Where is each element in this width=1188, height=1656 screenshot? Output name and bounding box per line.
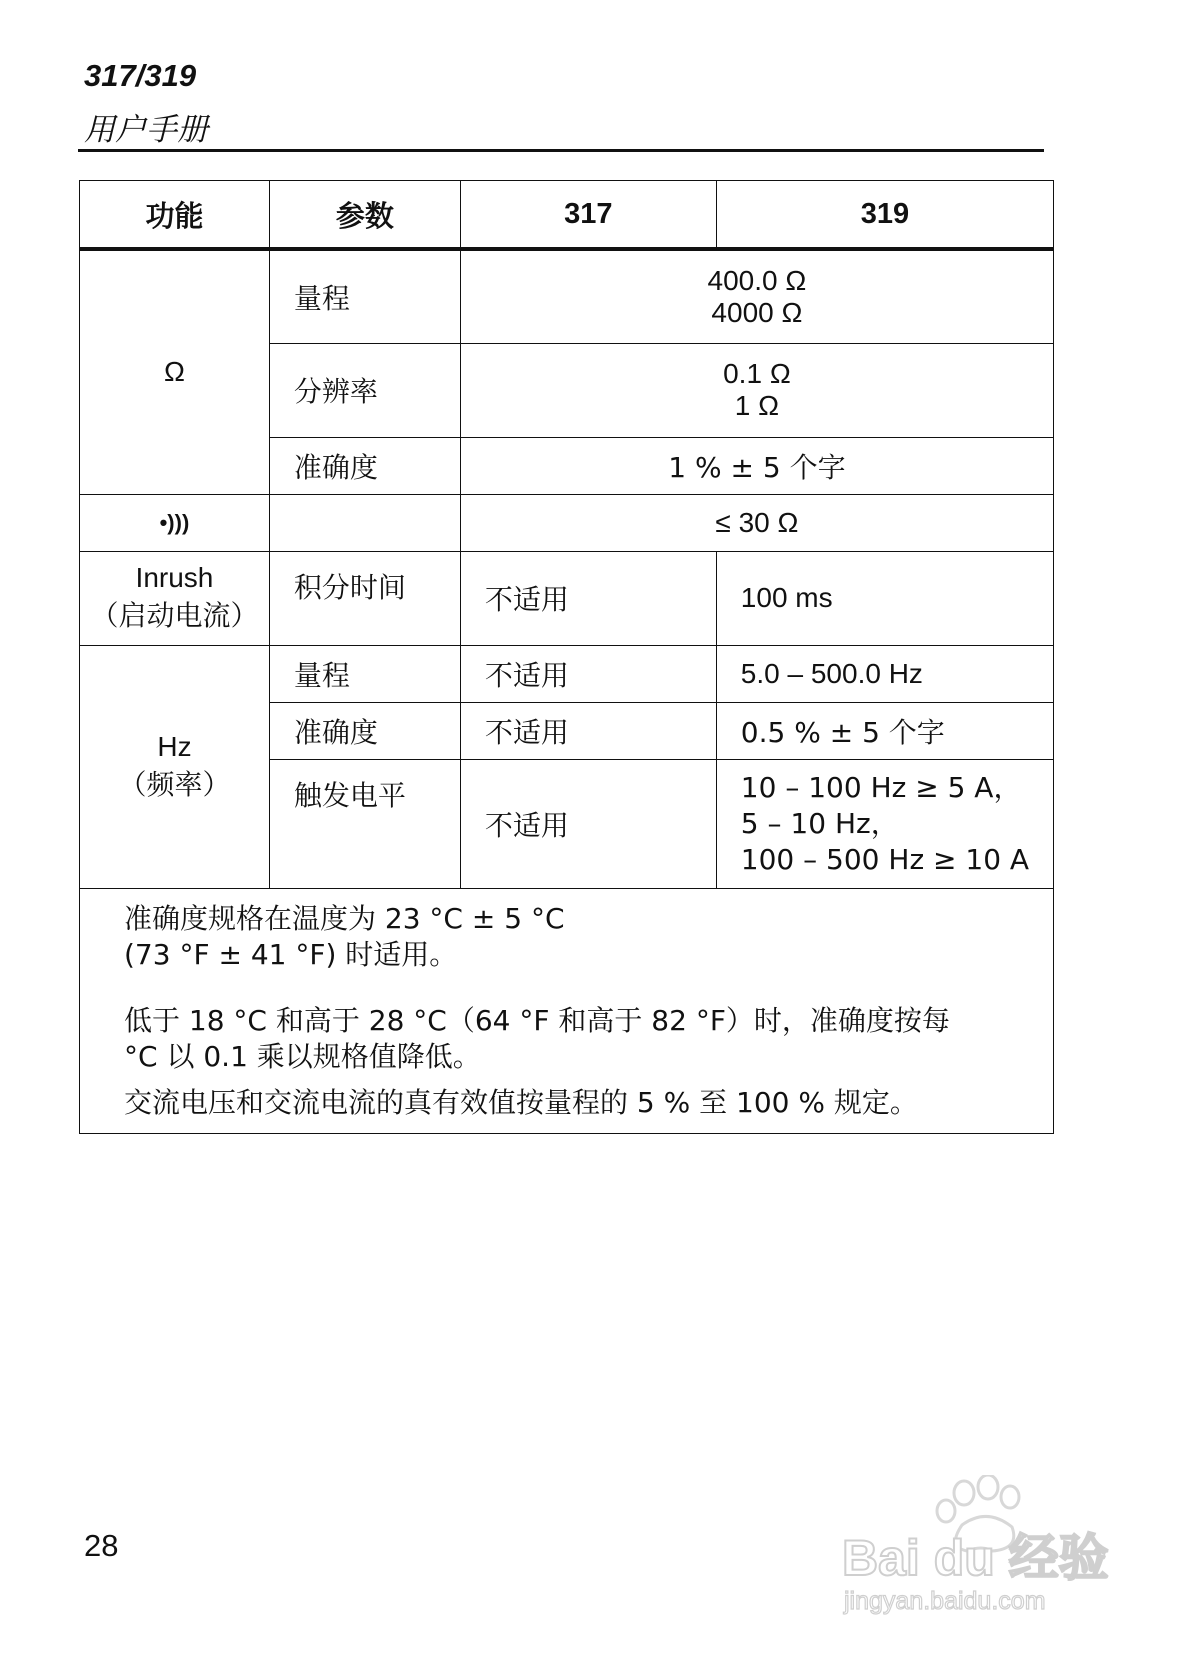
header-319: 319 [716, 181, 1053, 250]
param-range: 量程 [269, 645, 460, 702]
table-row [80, 551, 1054, 645]
param-resolution: 分辨率 [269, 343, 460, 437]
hz-trigger-317: 不适用 [460, 759, 716, 888]
hz-accuracy-319: 0.5 % ± 5 个字 [716, 702, 1053, 759]
header-function: 功能 [80, 181, 270, 250]
note-line: °C 以 0.1 乘以规格值降低。 [124, 1039, 481, 1073]
hz-range-319: 5.0 – 500.0 Hz [716, 645, 1053, 702]
function-ohm: Ω [80, 249, 270, 494]
inrush-319-value: 100 ms [716, 551, 1053, 645]
function-hz: Hz （频率） [80, 645, 270, 888]
hz-trigger-319: 10 – 100 Hz ≥ 5 A， 5 – 10 Hz， 100 – 500 Hz ≥ 10 A [716, 759, 1053, 888]
hz-accuracy-317: 不适用 [460, 702, 716, 759]
param-range: 量程 [269, 249, 460, 343]
param-accuracy: 准确度 [269, 437, 460, 494]
ohm-resolution-value: 0.1 Ω 1 Ω [460, 343, 1053, 437]
manual-title: 用户手册 [84, 112, 208, 148]
inrush-317-value: 不适用 [460, 551, 716, 645]
paw-icon [842, 1475, 1112, 1615]
note-line: 交流电压和交流电流的真有效值按量程的 5 % 至 100 % 规定。 [124, 1085, 918, 1119]
table-header-row [80, 181, 1054, 250]
ohm-range-value: 400.0 Ω 4000 Ω [460, 249, 1053, 343]
spec-notes [80, 888, 1054, 1133]
hz-range-317: 不适用 [460, 645, 716, 702]
continuity-value: ≤ 30 Ω [460, 494, 1053, 551]
watermark-brand: Bai du 经验 [842, 1530, 1109, 1586]
spec-table [79, 180, 1054, 1134]
table-row [80, 645, 1054, 702]
watermark-url: jingyan.baidu.com [844, 1587, 1046, 1615]
table-row [80, 494, 1054, 551]
note-line: 低于 18 °C 和高于 28 °C（64 °F 和高于 82 °F）时，准确度按每 [124, 1003, 950, 1037]
table-row [80, 249, 1054, 343]
manual-model: 317/319 [84, 58, 197, 93]
param-empty [269, 494, 460, 551]
function-inrush: Inrush （启动电流） [80, 551, 270, 645]
note-line: 准确度规格在温度为 23 °C ± 5 °C [124, 901, 565, 935]
baidu-watermark-logo [842, 1475, 1112, 1615]
param-integration-time: 积分时间 [269, 551, 460, 645]
ohm-accuracy-value: 1 % ± 5 个字 [460, 437, 1053, 494]
function-continuity-icon: •))) [80, 494, 270, 551]
param-accuracy: 准确度 [269, 702, 460, 759]
header-317: 317 [460, 181, 716, 250]
table-row [80, 888, 1054, 1133]
param-trigger-level: 触发电平 [269, 759, 460, 888]
page-number: 28 [84, 1528, 119, 1563]
header-divider [78, 149, 1044, 152]
header-parameter: 参数 [269, 181, 460, 250]
note-line: (73 °F ± 41 °F) 时适用。 [124, 937, 458, 971]
